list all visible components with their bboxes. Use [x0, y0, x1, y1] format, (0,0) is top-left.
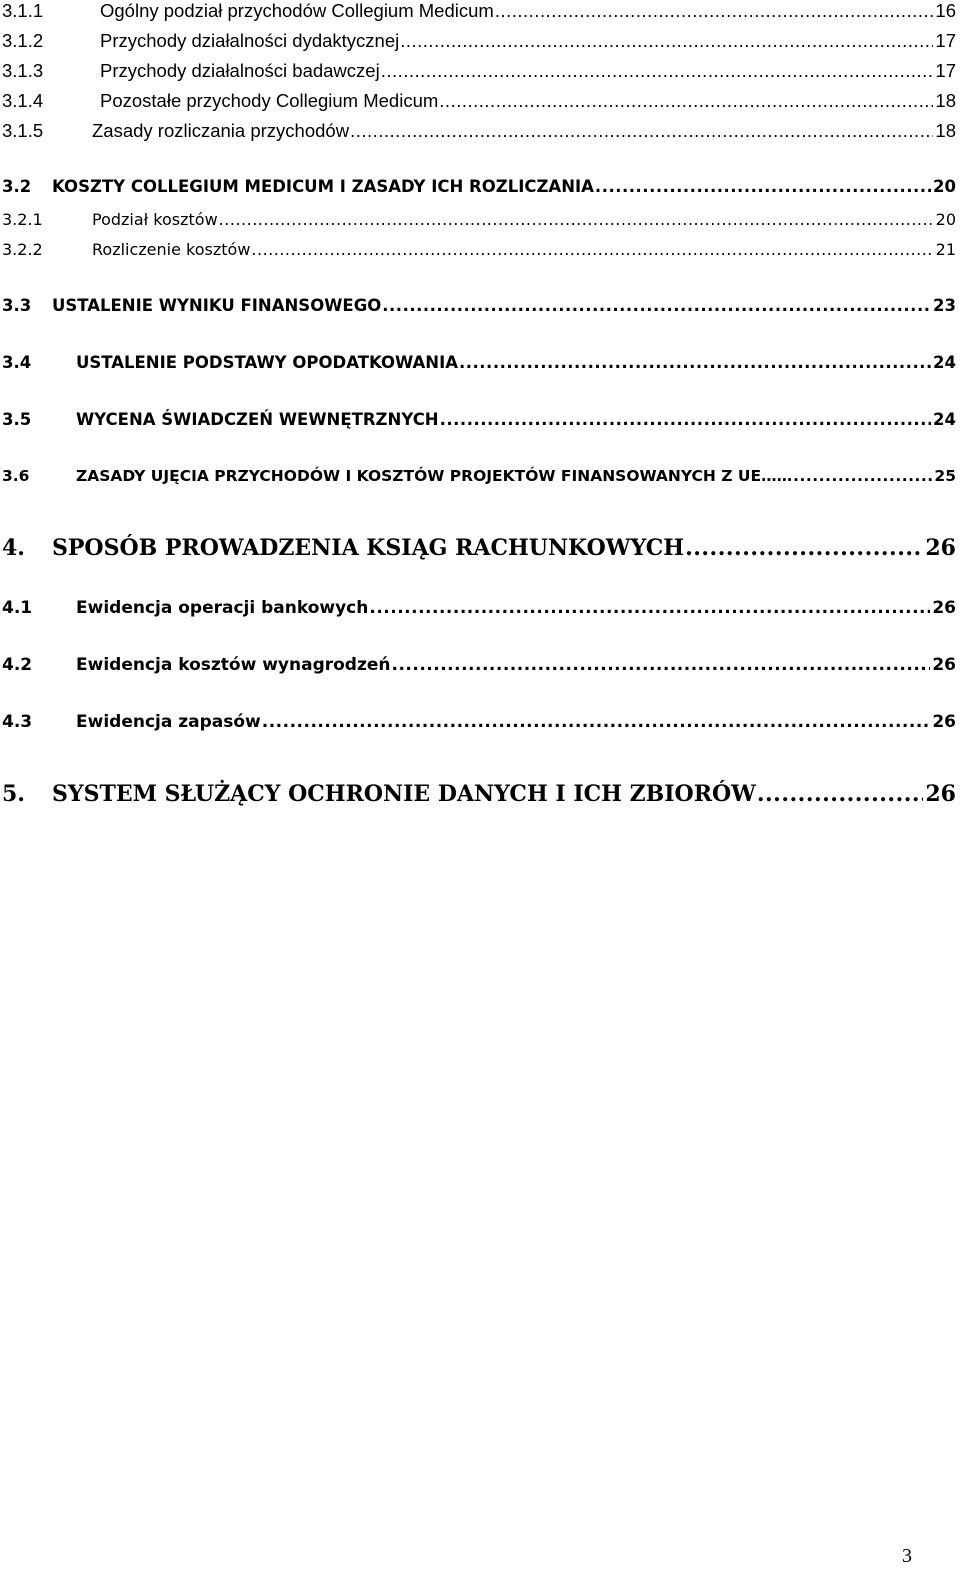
toc-leader-dots	[350, 120, 933, 142]
toc-entry-page: 18	[935, 90, 956, 111]
toc-leader-dots	[439, 90, 933, 112]
toc-entry-title: USTALENIE WYNIKU FINANSOWEGO	[52, 296, 382, 315]
toc-entry-3-1-5[interactable]	[0, 120, 956, 142]
toc-entry-title: SYSTEM SŁUŻĄCY OCHRONIE DANYCH I ICH ZBIORÓW	[52, 781, 756, 807]
toc-entry-title: SPOSÓB PROWADZENIA KSIĄG RACHUNKOWYCH	[52, 535, 685, 561]
toc-entry-number: 4.2	[2, 655, 33, 675]
toc-entry-title: KOSZTY COLLEGIUM MEDICUM I ZASADY ICH ROZLICZANIA	[52, 177, 594, 196]
toc-entry-4-1[interactable]	[0, 598, 956, 618]
toc-leader-dots	[381, 60, 934, 82]
toc-entry-number: 3.2.1	[2, 210, 43, 229]
toc-entry-number: 4.	[2, 535, 25, 561]
toc-entry-3-2-1[interactable]	[0, 210, 956, 229]
toc-entry-number: 3.4	[2, 353, 32, 372]
toc-entry-page: 26	[932, 655, 956, 675]
toc-entry-title: Ewidencja zapasów	[76, 712, 261, 732]
toc-entry-page: 16	[935, 0, 956, 21]
toc-leader-dots	[685, 535, 923, 561]
toc-leader-dots	[757, 781, 924, 807]
toc-entry-3-1-2[interactable]	[0, 30, 956, 52]
toc-entry-3-2[interactable]	[0, 177, 956, 196]
toc-entry-number: 4.1	[2, 598, 33, 618]
toc-entry-number: 3.1.5	[2, 120, 44, 141]
toc-entry-number: 3.2.2	[2, 240, 43, 259]
toc-entry-page: 18	[935, 120, 956, 141]
toc-entry-number: 3.1.4	[2, 90, 44, 111]
toc-entry-page: 17	[935, 60, 956, 81]
toc-entry-title: ZASADY UJĘCIA PRZYCHODÓW I KOSZTÓW PROJEKTÓW FINANSOWANYCH Z UE……	[76, 467, 793, 485]
toc-entry-page: 26	[932, 598, 956, 618]
toc-entry-title: USTALENIE PODSTAWY OPODATKOWANIA	[76, 353, 458, 372]
toc-entry-number: 3.2	[2, 177, 32, 196]
toc-entry-page: 25	[934, 467, 956, 485]
toc-leader-dots	[793, 467, 932, 485]
toc-entry-title: Przychody działalności dydaktycznej	[100, 30, 400, 51]
toc-entry-3-3[interactable]	[0, 296, 956, 315]
toc-leader-dots	[369, 598, 930, 618]
toc-entry-title: WYCENA ŚWIADCZEŃ WEWNĘTRZNYCH	[76, 410, 439, 429]
toc-leader-dots	[400, 30, 933, 52]
toc-entry-3-4[interactable]	[0, 353, 956, 372]
toc-entry-page: 24	[933, 353, 956, 372]
toc-leader-dots	[595, 177, 931, 196]
toc-entry-page: 20	[933, 177, 956, 196]
toc-entry-3-5[interactable]	[0, 410, 956, 429]
toc-entry-page: 26	[925, 535, 956, 561]
toc-entry-title: Pozostałe przychody Collegium Medicum	[100, 90, 439, 111]
toc-entry-title: Ogólny podział przychodów Collegium Medicum	[100, 0, 494, 21]
toc-leader-dots	[459, 353, 931, 372]
toc-entry-page: 17	[935, 30, 956, 51]
toc-leader-dots	[251, 240, 933, 259]
toc-entry-number: 3.3	[2, 296, 32, 315]
toc-entry-page: 20	[935, 210, 956, 229]
toc-entry-title: Przychody działalności badawczej	[100, 60, 380, 81]
toc-entry-number: 3.1.3	[2, 60, 44, 81]
toc-leader-dots	[219, 210, 934, 229]
toc-entry-4-2[interactable]	[0, 655, 956, 675]
toc-entry-3-6[interactable]	[0, 467, 956, 485]
toc-entry-page: 24	[933, 410, 956, 429]
toc-entry-3-1-1[interactable]	[0, 0, 956, 22]
toc-entry-page: 23	[933, 296, 956, 315]
toc-leader-dots	[262, 712, 931, 732]
page-number: 3	[902, 1545, 912, 1567]
toc-entry-number: 5.	[2, 781, 25, 807]
toc-entry-title: Ewidencja kosztów wynagrodzeń	[76, 655, 391, 675]
toc-entry-4[interactable]	[0, 535, 956, 561]
toc-entry-3-1-3[interactable]	[0, 60, 956, 82]
toc-leader-dots	[392, 655, 931, 675]
toc-entry-title: Podział kosztów	[92, 210, 218, 229]
toc-entry-title: Ewidencja operacji bankowych	[76, 598, 369, 618]
toc-entry-page: 21	[935, 240, 956, 259]
toc-entry-page: 26	[925, 781, 956, 807]
toc-leader-dots	[382, 296, 931, 315]
toc-entry-number: 3.1.1	[2, 0, 44, 21]
toc-leader-dots	[440, 410, 931, 429]
toc-entry-number: 3.6	[2, 467, 30, 485]
toc-entry-number: 4.3	[2, 712, 33, 732]
toc-leader-dots	[495, 0, 934, 22]
toc-entry-title: Rozliczenie kosztów	[92, 240, 251, 259]
toc-entry-4-3[interactable]	[0, 712, 956, 732]
toc-entry-number: 3.5	[2, 410, 32, 429]
toc-entry-5[interactable]	[0, 781, 956, 807]
toc-entry-3-2-2[interactable]	[0, 240, 956, 259]
toc-entry-number: 3.1.2	[2, 30, 44, 51]
toc-entry-title: Zasady rozliczania przychodów	[92, 120, 350, 141]
toc-entry-page: 26	[932, 712, 956, 732]
toc-entry-3-1-4[interactable]	[0, 90, 956, 112]
